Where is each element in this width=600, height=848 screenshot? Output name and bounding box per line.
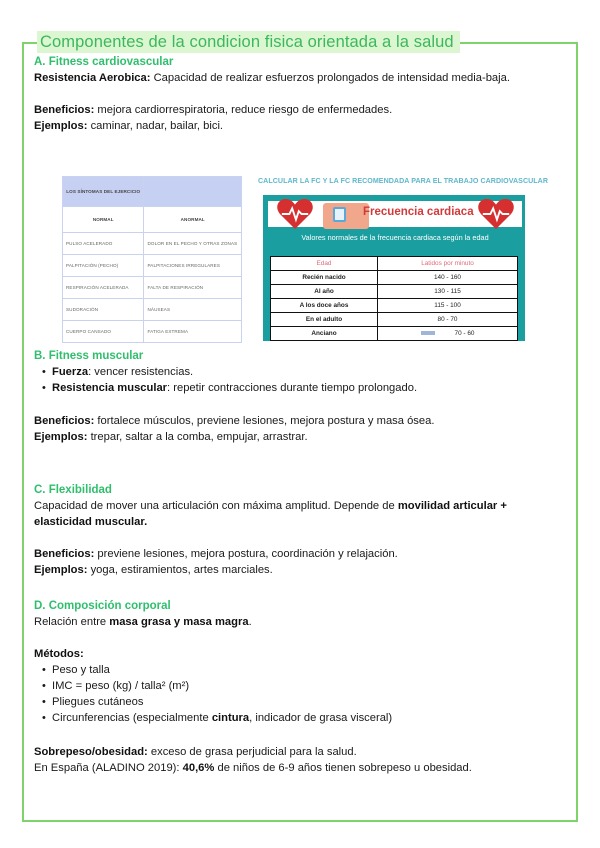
examples-label: Ejemplos: (34, 431, 88, 443)
watermark-logo (421, 331, 435, 335)
aerobic-text: Capacidad de realizar esfuerzos prolongados de intensidad media-baja. (150, 72, 510, 84)
section-b-title: B. Fitness muscular (34, 350, 144, 362)
section-d (34, 599, 564, 776)
table-row (63, 277, 242, 299)
heart-rate-infographic (263, 195, 525, 341)
muscular-list (34, 364, 564, 396)
cell: Anciano (271, 327, 378, 341)
overweight-text: exceso de grasa perjudicial para la salud. (147, 746, 357, 758)
list-item: • IMC = peso (kg) / talla² (m²) (42, 678, 564, 694)
item-bold: cintura (211, 712, 250, 724)
stat-text: En España (ALADINO 2019): (34, 762, 183, 774)
cell: FATIGA EXTREMA (144, 321, 242, 343)
item-text-end: , indicador de grasa visceral) (249, 712, 393, 724)
cell: SUDORACIÓN (63, 299, 144, 321)
list-item: • Pliegues cutáneos (42, 694, 564, 710)
heart-rate-table (270, 256, 518, 341)
methods-heading (34, 646, 564, 662)
cell: Al año (271, 285, 378, 299)
aerobic-label: Resistencia Aerobica: (34, 72, 151, 84)
intro-bold: masa grasa y masa magra (109, 616, 249, 628)
cell (378, 327, 518, 341)
heart-rate-banner (268, 201, 522, 227)
table-row (63, 255, 242, 277)
def-end: . (144, 516, 148, 528)
page-title: Componentes de la condicion fisica orientada a la salud (37, 31, 460, 53)
heart-icon (477, 198, 515, 230)
table-row (271, 299, 518, 313)
overweight-definition (34, 744, 564, 760)
cell: DOLOR EN EL PECHO Y OTRAS ZONAS (144, 233, 242, 255)
examples-text: yoga, estiramientos, artes marciales. (87, 564, 273, 576)
symptoms-col-normal: NORMAL (63, 207, 144, 233)
table-row (271, 285, 518, 299)
section-a-title: A. Fitness cardiovascular (34, 56, 174, 68)
cell: 140 - 160 (378, 271, 518, 285)
list-item (42, 710, 564, 726)
table-row (63, 299, 242, 321)
cell: RESPIRACIÓN ACELERADA (63, 277, 144, 299)
section-d-title: D. Composición corporal (34, 600, 171, 612)
table-row (63, 233, 242, 255)
cell: PULSO ACELERADO (63, 233, 144, 255)
spain-statistic (34, 760, 564, 776)
intro-text: Relación entre (34, 616, 110, 628)
cell: PALPITACIONES IRREGULARES (144, 255, 242, 277)
section-c (34, 483, 564, 578)
section-a-examples (34, 118, 564, 134)
section-b-benefits (34, 413, 564, 429)
body-composition-intro (34, 614, 564, 630)
benefits-label: Beneficios: (34, 548, 95, 560)
def-bold: movilidad articular + elasticidad muscular (34, 500, 507, 528)
cell: 115 - 100 (378, 299, 518, 313)
cell: NÁUSEAS (144, 299, 242, 321)
examples-label: Ejemplos: (34, 120, 88, 132)
section-c-examples (34, 562, 564, 578)
list-item (42, 380, 564, 396)
benefits-label: Beneficios: (34, 415, 95, 427)
intro-end: . (248, 616, 252, 628)
item-text: : vencer resistencias. (88, 366, 194, 378)
symptoms-table (62, 176, 242, 343)
aerobic-definition (34, 70, 564, 86)
benefits-text: mejora cardiorrespiratoria, reduce riesgo de enfermedades. (94, 104, 393, 116)
section-b-examples (34, 429, 564, 445)
cell: A los doce años (271, 299, 378, 313)
item-text: Circunferencias (especialmente (52, 712, 212, 724)
item-label: Resistencia muscular (52, 382, 168, 394)
cell: CUERPO CANSADO (63, 321, 144, 343)
cell: PALPITACIÓN (PECHO) (63, 255, 144, 277)
heart-icon (276, 198, 314, 230)
overweight-label: Sobrepeso/obesidad: (34, 746, 148, 758)
cell: En el adulto (271, 313, 378, 327)
table-row (271, 327, 518, 341)
def-text: Capacidad de mover una articulación con máxima amplitud. Depende de (34, 500, 398, 512)
item-label: Fuerza (52, 366, 89, 378)
section-a-benefits (34, 102, 564, 118)
symptoms-header: LOS SÍNTOMAS DEL EJERCICIO (63, 177, 144, 207)
cell-value: 70 - 60 (454, 330, 475, 337)
symptoms-col-abnormal: ANORMAL (144, 207, 242, 233)
cell: 130 - 115 (378, 285, 518, 299)
methods-label: Métodos: (34, 648, 84, 660)
section-b (34, 349, 564, 445)
table-row (271, 313, 518, 327)
benefits-text: fortalece músculos, previene lesiones, mejora postura y masa ósea. (94, 415, 435, 427)
cell: Recién nacido (271, 271, 378, 285)
col-bpm: Latidos por minuto (378, 257, 518, 271)
section-c-benefits (34, 546, 564, 562)
examples-label: Ejemplos: (34, 564, 88, 576)
list-item: • Peso y talla (42, 662, 564, 678)
cell: 80 - 70 (378, 313, 518, 327)
section-a (34, 55, 564, 134)
list-item (42, 364, 564, 380)
section-c-title: C. Flexibilidad (34, 484, 112, 496)
stat-text-end: de niños de 6-9 años tienen sobrepeso u obesidad. (214, 762, 472, 774)
examples-text: caminar, nadar, bailar, bici. (87, 120, 224, 132)
images-row (0, 173, 600, 343)
heart-rate-caption: CALCULAR LA FC Y LA FC RECOMENDADA PARA EL TRABAJO CARDIOVASCULAR (258, 177, 549, 185)
table-row (63, 321, 242, 343)
item-text: : repetir contracciones durante tiempo prolongado. (167, 382, 418, 394)
flexibility-definition (34, 498, 564, 530)
benefits-text: previene lesiones, mejora postura, coordinación y relajación. (94, 548, 398, 560)
examples-text: trepar, saltar a la comba, empujar, arrastrar. (87, 431, 308, 443)
methods-list (34, 662, 564, 726)
symptoms-header-empty (144, 177, 242, 207)
heart-rate-subtitle: Valores normales de la frecuencia cardiaca según la edad (301, 233, 489, 242)
heart-rate-title: Frecuencia cardiaca (363, 206, 474, 218)
table-row (271, 271, 518, 285)
cell: FALTA DE RESPIRACIÓN (144, 277, 242, 299)
benefits-label: Beneficios: (34, 104, 95, 116)
col-age: Edad (271, 257, 378, 271)
stat-value: 40,6% (182, 762, 215, 774)
